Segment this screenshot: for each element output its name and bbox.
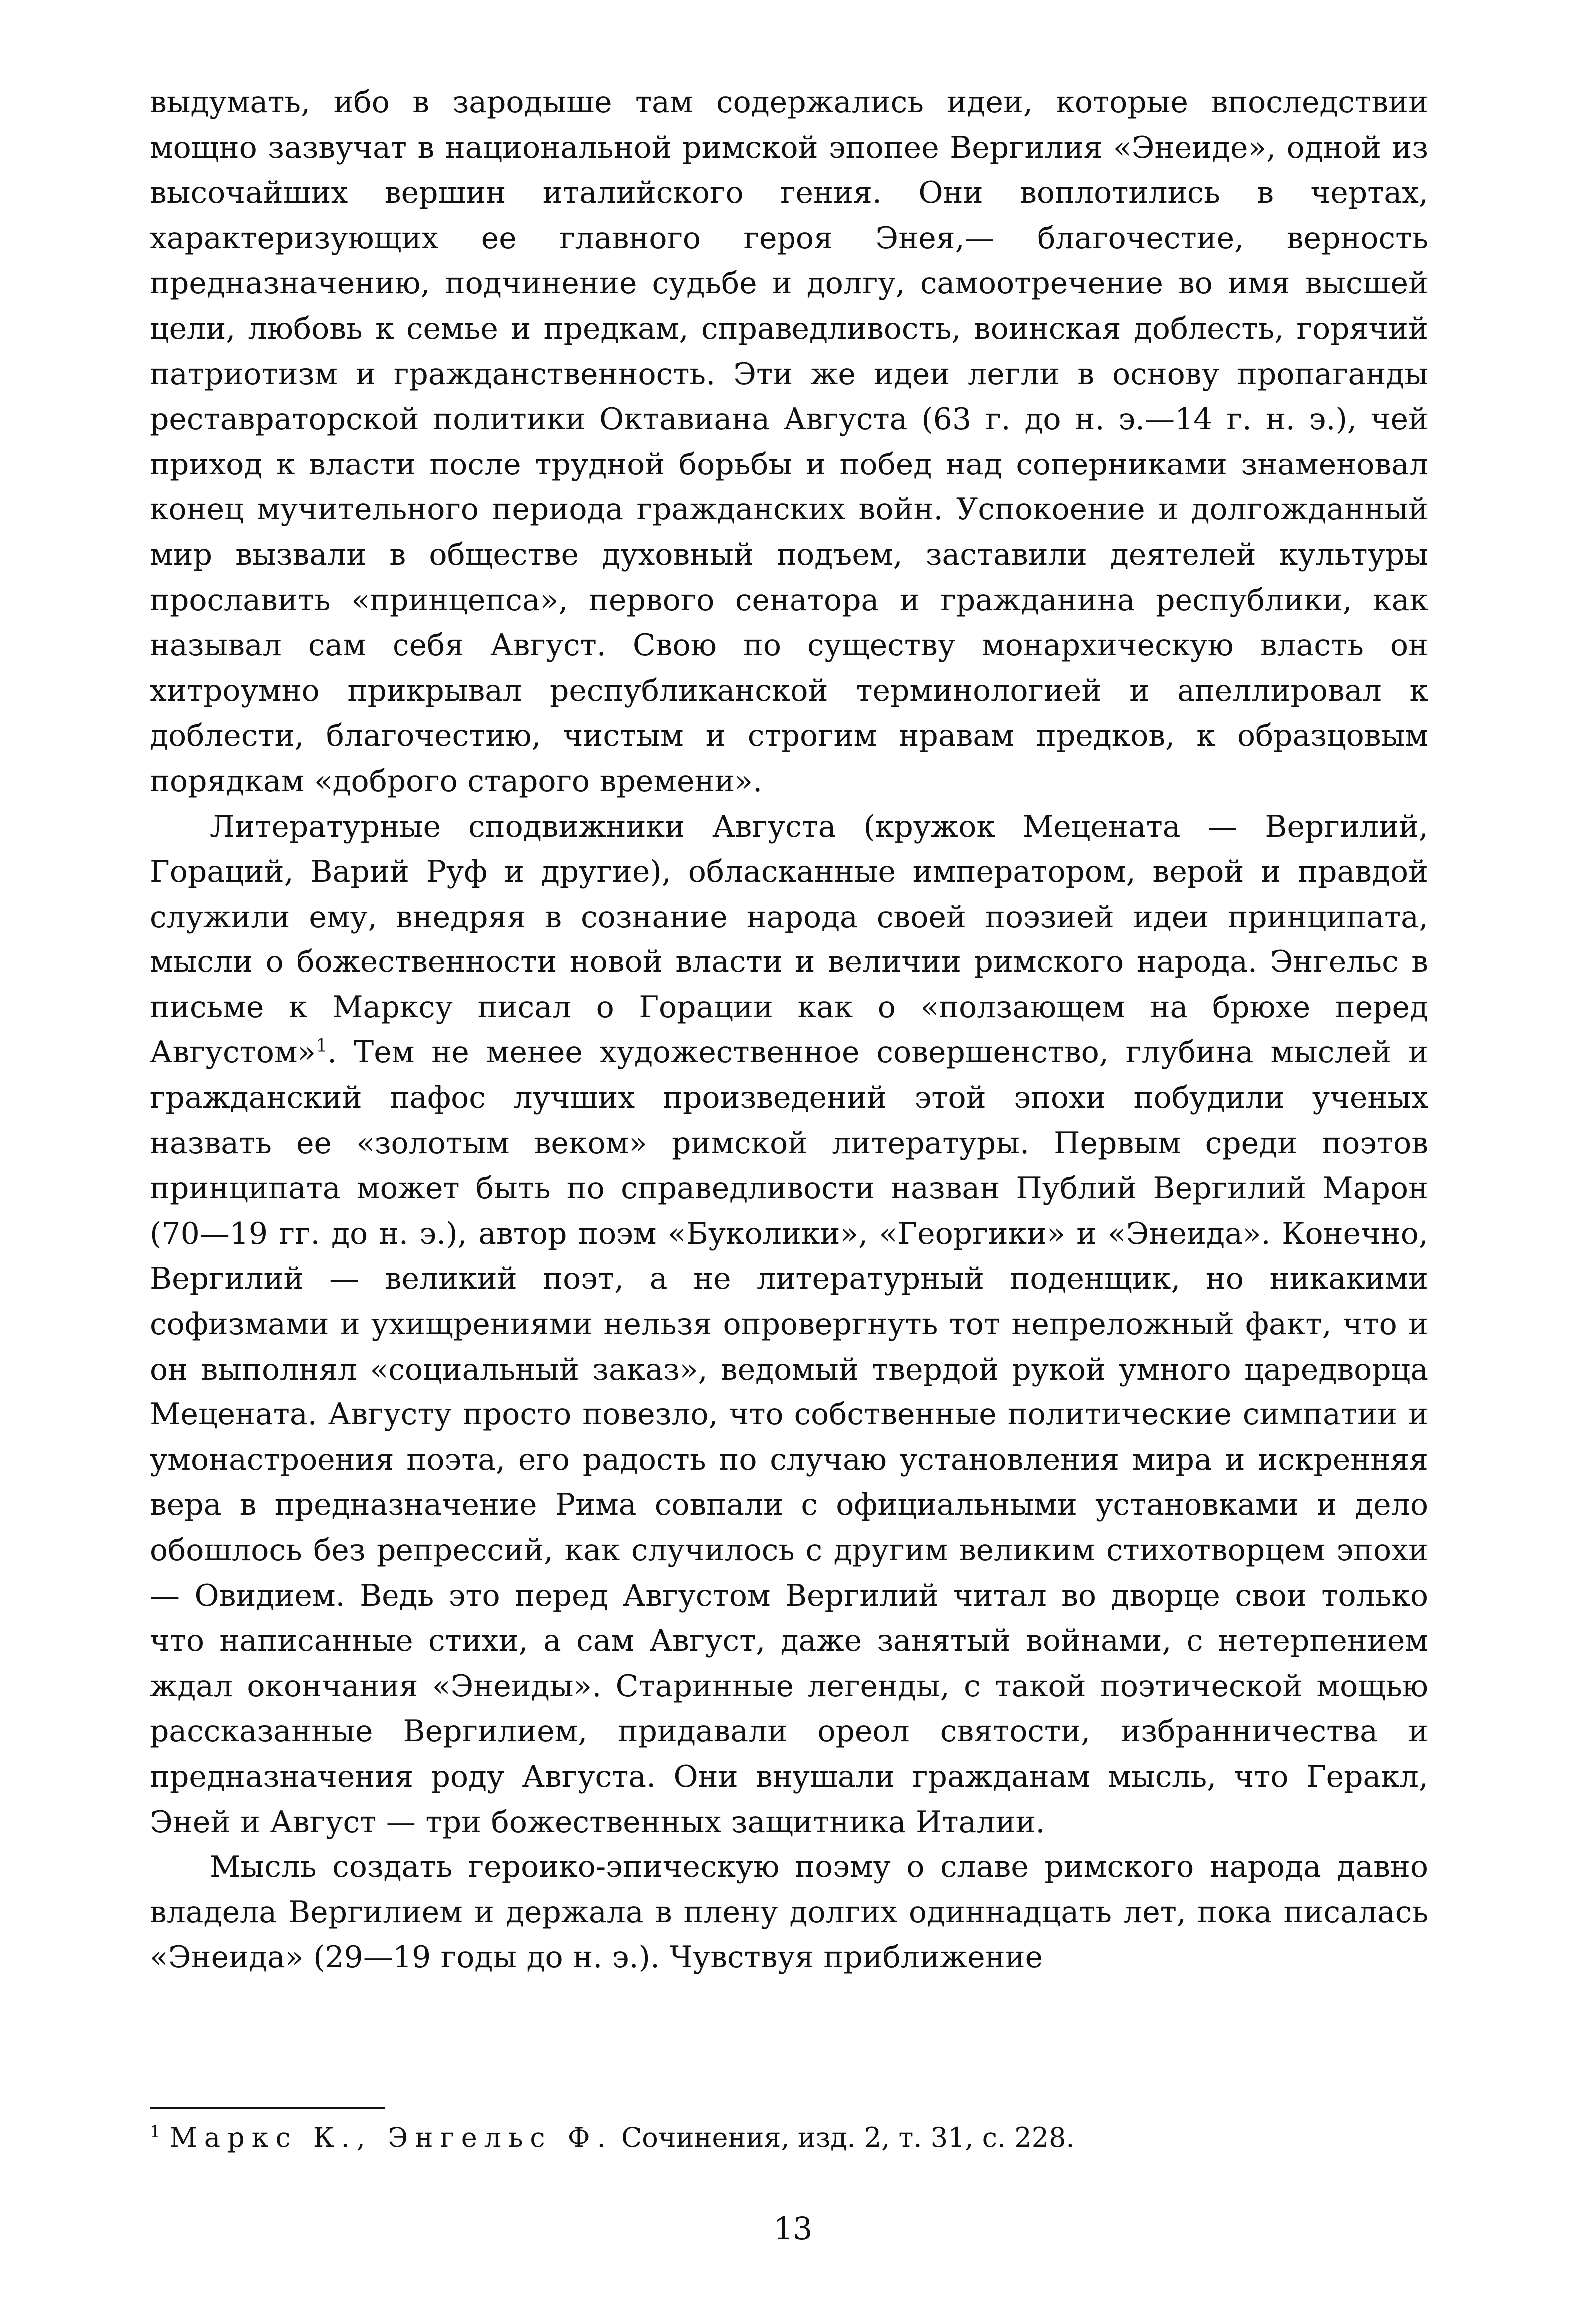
footnote-separator [150, 2107, 385, 2109]
paragraph-2-part-2: . Тем не менее художественное совершенство, глубина мыслей и гражданский пафос лучших произведений этой эпохи побудили ученых назвать ее «золотым веком» римской литературы. Первым среди поэтов принципата может быть по справедливости назван Публий Вергилий Марон (70—19 гг. до н. э.), автор поэм «Буколики», «Георгики» и «Энеида». Конечно, Вергилий — великий поэт, а не литературный поденщик, но никакими софизмами и ухищрениями нельзя опровергнуть тот непреложный факт, что и он выполнял «социальный заказ», ведомый твердой рукой умного царедворца Мецената. Августу просто повезло, что собственные политические симпатии и умонастроения поэта, его радость по случаю установления мира и искренняя вера в предназначение Рима совпали с официальными установками и дело обошлось без репрессий, как случилось с другим великим стихотворцем эпохи — Овидием. Ведь это перед Августом Вергилий читал во дворце свои только что написанные стихи, а сам Август, даже занятый войнами, с нетерпением ждал окончания «Энеиды». Старинные легенды, с такой поэтической мощью рассказанные Вергилием, придавали ореол святости, избранничества и предназначения роду Августа. Они внушали гражданам мысль, что Геракл, Эней и Август — три божественных защитника Италии. [150, 1035, 1428, 1840]
paragraph-2 [150, 804, 1428, 1845]
footnote-author: Маркс К., Энгельс Ф. [169, 2122, 613, 2153]
page-number: 13 [773, 2210, 813, 2247]
paragraph-2-part-1: Литературные сподвижники Августа (кружок Мецената — Вергилий, Гораций, Варий Руф и другие), обласканные императором, верой и правдой служили ему, внедряя в сознание народа своей поэзией идеи принципата, мысли о божественности новой власти и величии римского народа. Энгельс в письме к Марксу писал о Горации как о «ползающем на брюхе перед Августом» [150, 809, 1428, 1070]
footnote [150, 2118, 1428, 2158]
footnote-reference: 1 [316, 1036, 328, 1057]
paragraph-3: Мысль создать героико-эпическую поэму о славе римского народа давно владела Вергилием и держала в плену долгих одиннадцать лет, пока писалась «Энеида» (29—19 годы до н. э.). Чувствуя приближение [150, 1850, 1428, 1975]
footnote-text: Сочинения, изд. 2, т. 31, с. 228. [621, 2122, 1075, 2153]
footnote-number: 1 [150, 2122, 161, 2142]
main-text [150, 80, 1428, 1980]
paragraph-1: выдумать, ибо в зародыше там содержались идеи, которые впоследствии мощно зазвучат в национальной римской эпопее Вергилия «Энеиде», одной из высочайших вершин италийского гения. Они воплотились в чертах, характеризующих ее главного героя Энея,— благочестие, верность предназначению, подчинение судьбе и долгу, самоотречение во имя высшей цели, любовь к семье и предкам, справедливость, воинская доблесть, горячий патриотизм и гражданственность. Эти же идеи легли в основу пропаганды реставраторской политики Октавиана Августа (63 г. до н. э.—14 г. н. э.), чей приход к власти после трудной борьбы и побед над соперниками знаменовал конец мучительного периода гражданских войн. Успокоение и долгожданный мир вызвали в обществе духовный подъем, заставили деятелей культуры прославить «принцепса», первого сенатора и гражданина республики, как называл сам себя Август. Свою по существу монархическую власть он хитроумно прикрывал республиканской терминологией и апеллировал к доблести, благочестию, чистым и строгим нравам предков, к образцовым порядкам «доброго старого времени». [150, 85, 1428, 799]
